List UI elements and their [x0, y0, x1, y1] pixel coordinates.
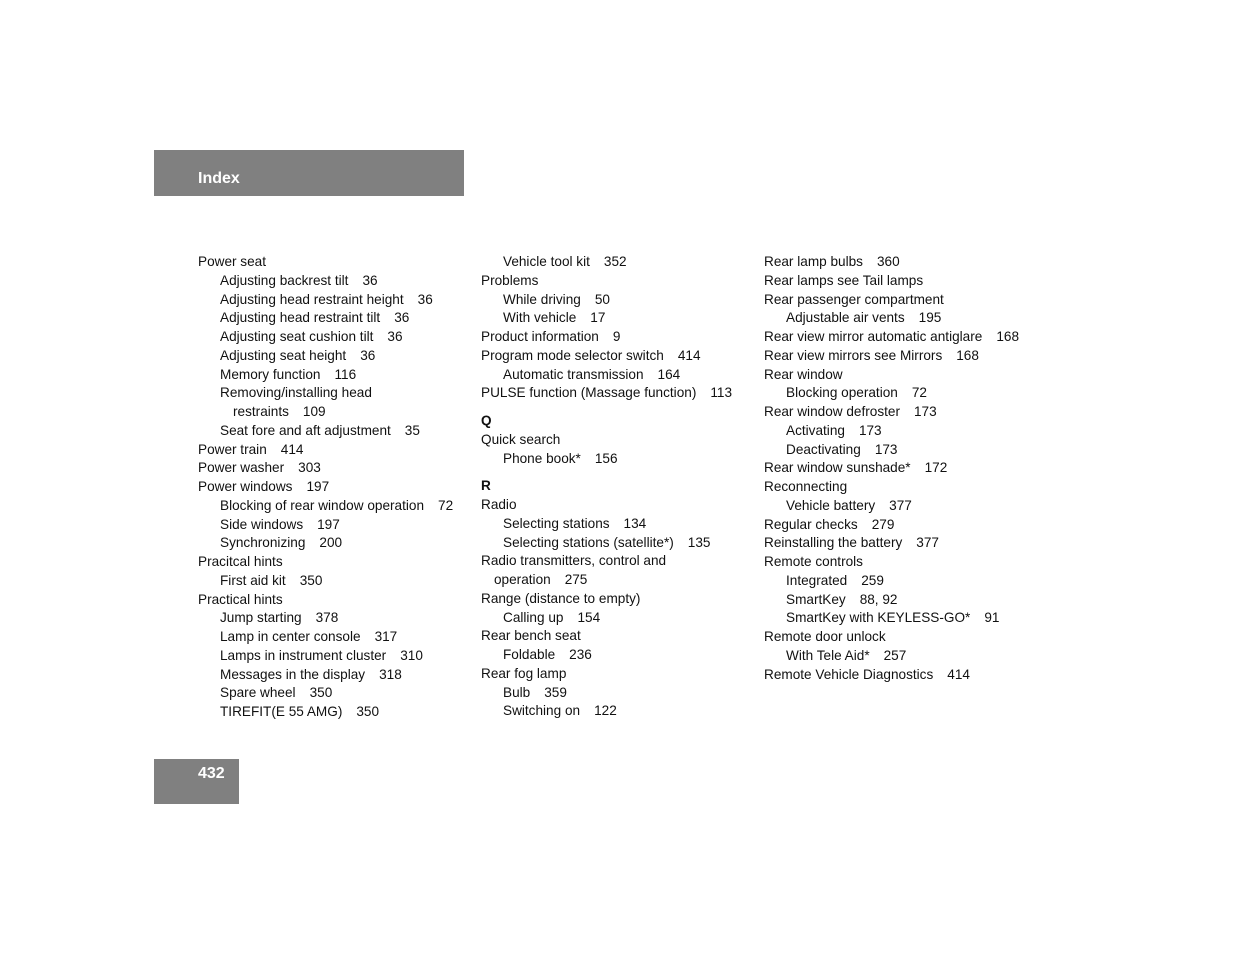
index-term: Practical hints	[198, 591, 283, 607]
index-entry	[764, 666, 1019, 685]
index-page-ref[interactable]: 134	[623, 515, 647, 531]
index-entry	[764, 328, 1019, 347]
index-page-ref[interactable]: 173	[858, 422, 882, 438]
index-term: Rear window sunshade*	[764, 460, 911, 476]
index-entry	[481, 665, 732, 684]
index-column-1	[198, 253, 453, 722]
index-term: Q	[481, 413, 492, 428]
index-subentry	[198, 609, 453, 628]
index-term: Adjusting head restraint tilt	[220, 310, 381, 326]
index-entry	[198, 591, 453, 610]
index-term: Program mode selector switch	[481, 347, 664, 363]
index-term: Jump starting	[220, 610, 302, 626]
index-term: Removing/installing head	[220, 385, 372, 401]
index-page-ref[interactable]: 173	[874, 441, 898, 457]
index-subentry	[198, 422, 453, 441]
index-term: Selecting stations (satellite*)	[503, 534, 674, 550]
index-term: Messages in the display	[220, 666, 366, 682]
index-term: Rear lamps see Tail lamps	[764, 272, 924, 288]
index-term: Phone book*	[503, 450, 581, 466]
index-page-ref[interactable]: 310	[400, 647, 423, 663]
index-subentry	[481, 309, 732, 328]
index-page-ref[interactable]: 414	[677, 347, 701, 363]
index-subentry	[198, 366, 453, 385]
index-term: Power seat	[198, 254, 267, 269]
index-subentry	[198, 666, 453, 685]
index-page-ref[interactable]: 164	[657, 366, 681, 382]
index-term: Rear window defroster	[764, 404, 900, 419]
index-term: Activating	[786, 422, 845, 438]
section-header-bar	[154, 150, 464, 196]
index-term: First aid kit	[220, 572, 286, 588]
index-term: Blocking of rear window operation	[220, 497, 425, 513]
index-term: R	[481, 478, 491, 494]
index-entry	[198, 553, 453, 572]
index-page-ref[interactable]: 156	[594, 450, 618, 466]
index-page-ref[interactable]: 9	[612, 329, 621, 344]
index-page-ref[interactable]: 35	[404, 422, 420, 438]
index-entry	[764, 291, 1019, 310]
index-term: Product information	[481, 329, 599, 344]
index-term: Rear view mirrors see Mirrors	[764, 347, 943, 363]
index-term: Power windows	[198, 479, 293, 494]
index-term: operation	[494, 572, 551, 587]
page-number-box	[154, 759, 239, 804]
index-page-ref[interactable]: 360	[876, 254, 900, 269]
index-subentry	[198, 703, 453, 722]
index-entry	[764, 628, 1019, 647]
index-term: Problems	[481, 272, 539, 288]
index-subentry	[198, 328, 453, 347]
index-subentry	[198, 384, 453, 403]
index-term: Rear window	[764, 366, 843, 382]
index-term: Adjusting backrest tilt	[220, 272, 349, 288]
index-entry	[198, 459, 453, 478]
index-term: Rear passenger compartment	[764, 291, 944, 307]
index-subentry	[481, 366, 732, 385]
index-page-ref[interactable]: 154	[577, 609, 601, 625]
index-subentry	[198, 309, 453, 328]
index-term: Power washer	[198, 460, 285, 476]
index-subentry	[198, 684, 453, 703]
index-page-ref[interactable]: 197	[306, 479, 330, 494]
index-entry	[764, 478, 1019, 497]
index-term: Blocking operation	[786, 385, 898, 401]
index-entry	[764, 403, 1019, 422]
index-page-ref[interactable]: 36	[417, 291, 433, 307]
index-term: SmartKey	[786, 591, 846, 607]
index-term: Pracitcal hints	[198, 554, 283, 569]
index-entry	[481, 627, 732, 646]
index-page-ref[interactable]: 168	[956, 347, 979, 363]
index-page-ref[interactable]: 200	[319, 535, 343, 551]
index-page-ref[interactable]: 318	[379, 666, 402, 682]
index-term: Selecting stations	[503, 515, 610, 531]
index-subentry	[764, 384, 1019, 403]
index-term: Adjusting seat cushion tilt	[220, 329, 374, 344]
index-term: restraints	[233, 404, 289, 419]
index-page-ref[interactable]: 377	[889, 497, 912, 513]
index-subentry	[481, 684, 732, 703]
index-subentry	[764, 609, 1019, 628]
index-entry	[764, 534, 1019, 553]
index-subentry	[481, 450, 732, 469]
index-term: Rear view mirror automatic antiglare	[764, 329, 983, 344]
index-subentry	[764, 441, 1019, 460]
index-page-ref[interactable]: 91	[984, 610, 1000, 626]
index-term: Radio transmitters, control and	[481, 553, 667, 569]
index-page-ref[interactable]: 257	[883, 647, 907, 663]
index-term: Remote controls	[764, 554, 863, 569]
index-page-ref[interactable]: 173	[914, 404, 937, 419]
section-title: Index	[198, 170, 240, 187]
index-page-ref[interactable]: 359	[544, 684, 567, 700]
index-term: Rear bench seat	[481, 628, 581, 644]
index-subentry	[764, 497, 1019, 516]
index-term: Quick search	[481, 431, 561, 447]
index-page-ref[interactable]: 122	[594, 703, 617, 719]
index-page-ref[interactable]: 36	[394, 310, 410, 326]
index-letter-heading	[481, 477, 732, 496]
index-entry	[764, 347, 1019, 366]
index-term: Calling up	[503, 609, 564, 625]
index-page-ref[interactable]: 303	[298, 460, 321, 476]
index-subentry	[764, 309, 1019, 328]
index-subentry	[198, 272, 453, 291]
index-subentry	[198, 516, 453, 535]
index-term: Rear fog lamp	[481, 665, 567, 681]
index-page-ref[interactable]: 275	[564, 572, 588, 587]
index-page-ref[interactable]: 350	[299, 572, 323, 588]
index-entry	[481, 431, 732, 450]
index-page-ref[interactable]: 72	[438, 497, 454, 513]
index-page-ref[interactable]: 109	[302, 404, 326, 419]
index-entry	[198, 441, 453, 460]
index-entry	[764, 553, 1019, 572]
index-term: Adjustable air vents	[786, 310, 905, 326]
index-page-ref[interactable]: 352	[603, 254, 627, 269]
index-page-ref[interactable]: 377	[916, 535, 939, 551]
index-term: Lamp in center console	[220, 629, 361, 644]
index-term: Bulb	[503, 684, 531, 700]
index-entry	[481, 590, 732, 609]
index-term: Switching on	[503, 703, 581, 719]
index-term: Rear lamp bulbs	[764, 254, 863, 269]
index-page-ref[interactable]: 317	[374, 629, 398, 644]
index-column-3	[764, 253, 1019, 684]
index-term: Automatic transmission	[503, 366, 644, 382]
index-term: Remote Vehicle Diagnostics	[764, 666, 934, 682]
index-subentry	[481, 291, 732, 310]
index-entry	[481, 384, 732, 403]
index-subentry	[481, 253, 732, 272]
index-term: Vehicle tool kit	[503, 254, 590, 269]
index-page-ref[interactable]: 135	[687, 534, 711, 550]
index-entry	[481, 552, 732, 571]
index-term: Vehicle battery	[786, 497, 876, 513]
index-term: Range (distance to empty)	[481, 590, 641, 606]
index-subentry	[481, 702, 732, 721]
index-page-ref[interactable]: 414	[280, 441, 304, 457]
index-subentry	[198, 497, 453, 516]
index-term: Deactivating	[786, 441, 861, 457]
index-page-ref[interactable]: 279	[871, 516, 895, 532]
index-column-2	[481, 253, 732, 721]
index-term: Integrated	[786, 572, 848, 588]
index-subentry	[764, 591, 1019, 610]
index-entry	[198, 253, 453, 272]
index-page-ref[interactable]: 36	[387, 329, 403, 344]
index-entry	[481, 571, 732, 590]
index-subentry	[198, 647, 453, 666]
index-page-ref[interactable]: 72	[911, 385, 927, 401]
index-page-ref[interactable]: 378	[315, 610, 339, 626]
index-term: Seat fore and aft adjustment	[220, 422, 391, 438]
index-term: With vehicle	[503, 310, 577, 326]
index-page-ref[interactable]: 350	[309, 685, 333, 701]
index-entry	[764, 272, 1019, 291]
index-page-ref[interactable]: 350	[356, 704, 380, 719]
index-term: Regular checks	[764, 516, 858, 532]
index-entry	[481, 496, 732, 515]
index-page-ref[interactable]: 236	[569, 647, 592, 662]
index-term: Lamps in instrument cluster	[220, 647, 387, 663]
index-term: Remote door unlock	[764, 629, 886, 644]
index-term: Power train	[198, 441, 267, 457]
index-page-ref[interactable]: 197	[317, 516, 340, 532]
index-term: Reinstalling the battery	[764, 535, 903, 551]
index-entry	[198, 478, 453, 497]
index-subentry	[198, 628, 453, 647]
index-term: While driving	[503, 291, 581, 307]
index-page-ref[interactable]: 36	[362, 272, 378, 288]
index-term: SmartKey with KEYLESS-GO*	[786, 610, 971, 626]
index-entry	[764, 253, 1019, 272]
index-entry	[764, 366, 1019, 385]
index-subentry	[198, 534, 453, 553]
index-letter-heading	[481, 412, 732, 431]
index-page-ref[interactable]: 414	[947, 666, 970, 682]
index-page-ref[interactable]: 88, 92	[859, 591, 898, 607]
index-subentry	[481, 646, 732, 665]
index-subentry	[764, 647, 1019, 666]
index-term: Memory function	[220, 366, 321, 382]
index-page-ref[interactable]: 113	[710, 385, 733, 401]
index-term: Spare wheel	[220, 685, 296, 701]
index-page-ref[interactable]: 172	[924, 460, 948, 476]
index-term: PULSE function (Massage function)	[481, 385, 697, 401]
index-term: Side windows	[220, 516, 304, 532]
index-term: Foldable	[503, 647, 556, 662]
index-term: Adjusting seat height	[220, 347, 347, 363]
index-term: With Tele Aid*	[786, 647, 870, 663]
index-entry	[481, 328, 732, 347]
index-page-ref[interactable]: 17	[590, 310, 606, 326]
index-term: Radio	[481, 497, 517, 512]
index-page-ref[interactable]: 116	[334, 366, 357, 382]
index-subentry	[198, 572, 453, 591]
index-subentry	[198, 403, 453, 422]
index-subentry	[198, 291, 453, 310]
index-page-ref[interactable]: 195	[918, 310, 942, 326]
index-page-ref[interactable]: 36	[360, 347, 376, 363]
index-subentry	[764, 422, 1019, 441]
index-entry	[764, 516, 1019, 535]
index-term: Adjusting head restraint height	[220, 291, 404, 307]
index-term: Reconnecting	[764, 479, 848, 494]
index-subentry	[198, 347, 453, 366]
index-page-ref[interactable]: 168	[996, 329, 1020, 344]
index-term: Synchronizing	[220, 535, 306, 551]
index-page-ref[interactable]: 259	[861, 572, 884, 588]
index-entry	[764, 459, 1019, 478]
index-subentry	[764, 572, 1019, 591]
index-entry	[481, 347, 732, 366]
index-subentry	[481, 534, 732, 553]
index-page-ref[interactable]: 50	[594, 291, 610, 307]
page-number: 432	[198, 765, 225, 782]
index-entry	[481, 272, 732, 291]
index-term: TIREFIT(E 55 AMG)	[220, 704, 343, 719]
index-subentry	[481, 609, 732, 628]
index-subentry	[481, 515, 732, 534]
